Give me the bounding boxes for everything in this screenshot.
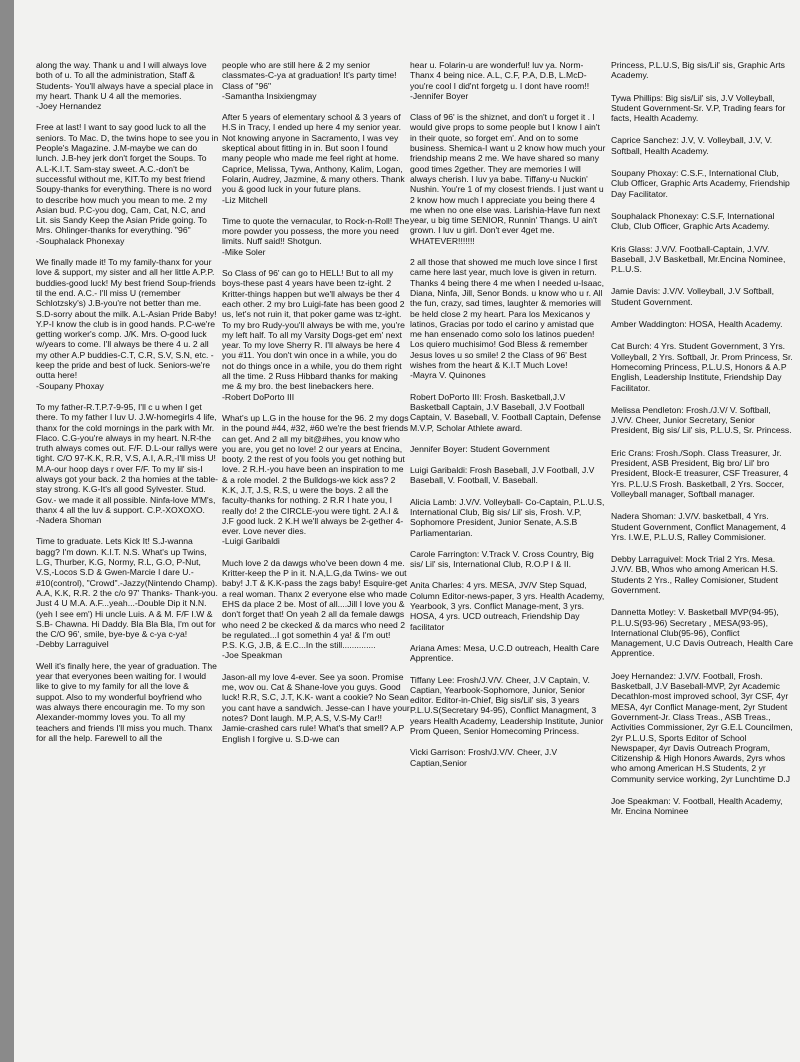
yearbook-page bbox=[14, 0, 800, 1062]
column-1 bbox=[36, 60, 219, 1060]
activity-listing: Amber Waddington: HOSA, Health Academy. bbox=[611, 319, 783, 330]
senior-message: Time to quote the vernacular, to Rock-n-Roll! The more powder you possess, the more you need limits. Nuff said!! Shotgun. -Mike Soler bbox=[222, 215, 410, 257]
activity-listing: Joey Hernandez: J.V/V. Football, Frosh. Basketball, J.V Baseball-MVP, 2yr Academic Decathlon-most improved school, 3yr CSF, 4yr MESA, 4yr Conflict Manage-ment, 2yr Student Government-Jr. Class Treas., ASB Treas., Activities Commissioner, 2yr G.E.L Councilmen, 2yr P.L.U.S, Sports Editor of School Newspaper, 4yr Davis Outreach Program, Citizenship & High Honors Awards, 2yrs whos who among American H.S Students, 2 yr Community service working, 2yr Lunchtime D.J bbox=[611, 670, 793, 784]
senior-message: Class of 96' is the shiznet, and don't u forget it . I would give props to some people but I know I ain't in their quote, so forget em'. And on to some business. Shemica-I want u 2 know how much your friendship means 2 me. We have shared so many good times 2gether. They are memories I will always cherish. I luv ya babe. Tiffany-u Nuckin' Nushin. You're 1 of my closest friends. I just want u 2 know how much I appreciate you being there 4 me when no one else was. Larishia-Have fun next year, u big time SENIOR, Runnin' Thangs. U ain't grown. I luv u girl. Don't ever 4get me. WHATEVER!!!!!!! bbox=[410, 112, 606, 246]
activity-listing: Caprice Sanchez: J.V, V. Volleyball, J.V, V. Softball, Health Academy. bbox=[611, 135, 773, 156]
senior-message: We finally made it! To my family-thanx for your love & support, my sister and all her little A.P.P. buddies-good luck! My best friend Soup-friends til the end. A.C.- I'll miss U (remember Schlotzsky's) J.B-you're not better than me. S.D-sorry about the milk. A.L-Asian Pride Baby! Y.P-I know the club is in good hands. P.C-we're getting worker's comp. J/K. Mrs. O-good luck w/years to come. I'll always be there 4 u. 2 all my other A.P buddies-C.T, C.R, S.V, S.N, etc. -keep the pride and best of luck. Seniors-we're outta here! -Soupany Phoxay bbox=[36, 257, 217, 391]
activity-listing: Soupany Phoxay: C.S.F., International Club, Club Officer, Graphic Arts Academy, Friendship Day Facilitator. bbox=[611, 168, 790, 199]
column-2 bbox=[222, 60, 410, 1060]
senior-message: Well it's finally here, the year of graduation. The year that everyones been waiting for. I would like to give to my family for all the love & suppot. Also to my wonderful boyfriend who was always there encouragin me. To my son Alexander-mommy loves you. To all my teachers and friends I'll miss you much. Thanx for all the help. Farewell to all the bbox=[36, 660, 217, 743]
senior-message: hear u. Folarin-u are wonderful! luv ya. Norm-Thanx 4 being nice. A.L, C.F, P.A, D.B, L.McD-you're cool I did'nt forgetg u. I dont have room!! -Jennifer Boyer bbox=[410, 60, 590, 101]
senior-message: Free at last! I want to say good luck to all the seniors. To Mac. D, the twins hope to see you in People's Magazine. J.M-maybe we can do lunch. J.B-hey jerk don't forget the Soups. To A.L-K.I.T. Sam-stay sweet. A.C.-don't be successful without me, KIT.To my best friend Soupy-thanks for everything. There is no word to describe how much you mean to me. 2 my Asian bud. P.C-you dog, Cam, Cat, N.C, and Lit. sis Sandy Keep the Asian Pride going. To Mrs. Ohlinger-thanks for everything. "96" -Souphalack Phonexay bbox=[36, 122, 219, 246]
activity-listing: Carole Farrington: V.Track V. Cross Country, Big sis/ Lil' sis, International Club, R.O.P I & II. bbox=[410, 548, 594, 570]
activity-listing: Melissa Pendleton: Frosh./J.V/ V. Softball, J.V/V. Cheer, Junior Secretary, Senior President, Big sis/ Lil' sis, P.L.U.S, Sr. Princess. bbox=[611, 404, 792, 436]
activity-listing: Jennifer Boyer: Student Government bbox=[410, 443, 550, 454]
activity-listing: Jamie Davis: J.V/V. Volleyball, J.V Softball, Student Government. bbox=[611, 286, 775, 307]
activity-listing: Tywa Phillips: Big sis/Lil' sis, J.V Volleyball, Student Government-Sr. V.P, Trading fears for facts, Health Academy. bbox=[611, 92, 786, 124]
senior-message: What's up L.G in the house for the 96. 2 my dogs in the pound #44, #32, #60 we're the best friends can get. And 2 all my bit@#hes, you know who you are, you get no love! 2 our years at Encina, booty. 2 the rest of you fools you get nothing but love. 2 R.H.-you have been an inspiration to me & a role model. 2 the Bulldogs-we kick ass? 2 K.K, J.T, J.S, R.S, u were the boys. 2 all the faculty-thanks for nothing. 2 R.R I hate you, I really do! 2 the CIRCLE-you were tight. 2 A.I & J.F good luck. 2 K.H we'll always be 2-gether 4-ever. Love never dies. -Luigi Garibaldi bbox=[222, 412, 409, 547]
activity-listing: Vicki Garrison: Frosh/J.V/V. Cheer, J.V Captian,Senior bbox=[410, 747, 558, 768]
senior-message: Time to graduate. Lets Kick It! S.J-wanna bagg? I'm down. K.I.T. N.S. What's up Twins, L.G, Thurber, K.G, Normy, R.L, G.O, P-Nut, V.S,-Locos S.D & Gwen-Marcie I dare U.-#10(control), "Crowd".-Jazzy(Nintendo Champ). A.A, K.K, R.R. 2 the c/o 97' Thanks- Thank-you. Just 4 U M.A. A.F...yeah...-Double Dip it N.N. (yeh I see em') Hi uncle Luis. A & M. F/F I.W & S.B- Chawna. Hi Daddy. Bla Bla Bla, I'm out for the C/O 96', smile, bye-bye & c-ya c-ya! -Debby Larraguivel bbox=[36, 536, 218, 650]
activity-listing: Alicia Lamb: J.V/V. Volleyball- Co-Captain, P.L.U.S, International Club, Big sis/ Lil' sis, Frosh. V.P, Sophomore President, Junior Senate, A.S.B Parliamentarian. bbox=[410, 496, 605, 538]
activity-listing: Cat Burch: 4 Yrs. Student Government, 3 Yrs. Volleyball, 2 Yrs. Softball, Jr. Prom Princess, Sr. Homecoming Princess, P.L.U.S, Honors & A.P English, Leadership Institute, Friendship Day Facilitator. bbox=[611, 341, 793, 393]
column-4 bbox=[611, 60, 793, 1060]
senior-message: along the way. Thank u and I will always love both of u. To all the administration, Staff & Students- You'll always have a special place in my heart. Thank U 4 all the memories. -Joey Hernandez bbox=[36, 60, 213, 112]
activity-listing: Ariana Ames: Mesa, U.C.D outreach, Health Care Apprentice. bbox=[410, 642, 600, 664]
activity-listing: Anita Charles: 4 yrs. MESA, JV/V Step Squad, Column Editor-news-paper, 3 yrs. Health Academy, Yearbook, 3 yrs. Conflict Manage-ment, 3 yrs. HOSA, 4 yrs. UCD outreach, Friendship Day facilitator bbox=[410, 580, 605, 632]
activity-listing: Kris Glass: J.V/V. Football-Captain, J.V/V. Baseball, J.V Basketball, Mr.Encina Nominee, P.L.U.S. bbox=[611, 243, 786, 275]
senior-message: Jason-all my love 4-ever. See ya soon. Promise me, wov ou. Cat & Shane-love you guys. Good luck! R.R, S.C, J.T, K.K- want a cookie? No Sean you cant have a sandwich. Jesse-can I have your notes? Dont laugh. M.P, A.S, V.S-My Car!! Jamie-crashed cars rule! What's that smell? A.P English I forgive u. S.D-we can bbox=[222, 671, 410, 744]
activity-listing: Nadera Shoman: J.V/V. basketball, 4 Yrs. Student Government, Conflict Management, 4 Yrs. I.W.E, P.L.U.S, Ralley Commisioner. bbox=[611, 511, 786, 542]
activity-listing: Robert DoPorto III: Frosh. Basketball,J.V Basketball Captain, J.V Baseball, J.V Football Captain, V. Baseball, V. Football Captain, Defense M.V.P, Scholar Athlete award. bbox=[410, 391, 601, 433]
activity-listing: Joe Speakman: V. Football, Health Academy, Mr. Encina Nominee bbox=[611, 796, 783, 817]
senior-message: So Class of 96' can go to HELL! But to all my boys-these past 4 years have been tz-ight. 2 Kritter-things happen but we'll always be ther 4 each other. 2 my bro Luigi-fate has been good 2 us, let's not ruin it, that poker game was tz-ight. To my bro Rudy-you'll always be with me, you're my left half. To all my Varsity Dogs-get em' next year. To my love Sherry R. I'll always be here 4 you #11. You don't win once in a while, you do not do things once in a while, you do them right all the time. 2 Russ Hibbard thanks for making me & my bro. the best linebackers here. -Robert DoPorto III bbox=[222, 268, 405, 402]
activity-listing: Luigi Garibaldi: Frosh Baseball, J.V Football, J.V Baseball, V. Football, V. Baseball. bbox=[410, 465, 595, 486]
activity-listing: Princess, P.L.U.S, Big sis/Lil' sis, Graphic Arts Academy. bbox=[611, 60, 785, 81]
activity-listing: Debby Larraguivel: Mock Trial 2 Yrs. Mesa. J.V/V. BB, Whos who among American H.S. Students 2 Yrs., Ralley Comisioner, Student Government. bbox=[611, 554, 779, 595]
activity-listing: Eric Crans: Frosh./Soph. Class Treasurer, Jr. President, ASB President, Big bro/ Lil' bro President, Block-E treasurer, CSF Treasurer, 4 Yrs. P.L.U.S Frosh. Basketball, 2 Yrs. Soccer, Volleyball manager, Softball manager. bbox=[611, 447, 789, 499]
senior-message: people who are still here & 2 my senior classmates-C-ya at graduation! It's party time! Class of "96" -Samantha Insixiengmay bbox=[222, 60, 397, 101]
activity-listing: Dannetta Motley: V. Basketball MVP(94-95), P.L.U.S(93-96) Secretary , MESA(93-95), International Club(95-96), Conflict Management, U.C Davis Outreach, Health Care Apprentice. bbox=[611, 607, 793, 659]
senior-message: To my father-R.T.P.7-9-95, I'll c u when I get there. To my father I luv U. J.W-homegirls 4 life, thanx for the cold mornings in the park with Mr. Flaco. C.G-you're always in my heart. N.R-the truth always comes out. F/F. D.L-our rallys were tight. C/O 97-K.K, R.R, V.S, A.I, A.R,-I'll miss U! M.A-our hoop days r over F/F. To my lil' sis-I always got your back. 2 tha homies at the table-stay strong. K.G-It's all good Sylvester. Stud. Gov.- we made it all possible. Ninfa-love M'M's, thanx 4 all the luv & support. C.P.-XOXOXO. -Nadera Shoman bbox=[36, 401, 219, 526]
senior-message: 2 all those that showed me much love since I first came here last year, much love is given in return. Thanks 4 being there 4 me when I needed u-Isaac, Diana, Ninfa, Jill, Senor Bonds. u know who u r. All the fun, crazy, sad times, laughter & memories will be held close 2 my heart. Para los Mexicanos y latinos, Gracias por todo el carino y amistad que me han ensenado como solo los latinos pueden! Los quiero muchisimo! God Bless & remember Jesus loves u so smile! 2 the Class of 96' Best wishes from the heart & K.I.T Much Love! -Mayra V. Quinones bbox=[410, 257, 604, 381]
activity-listing: Souphalack Phonexay: C.S.F, International Club, Club Officer, Graphic Arts Academy. bbox=[611, 210, 775, 232]
activity-listing: Tiffany Lee: Frosh/J.V/V. Cheer, J.V Captain, V. Captian, Yearbook-Sophomore, Junior, Senior editor. Editor-in-Chief, Big sis/Lil' sis, 3 years P.L.U.S(Secretary 94-95), Conflict Managment, 3 years Health Academy, Leadership Institute, Junior Prom Queen, Senior Homecoming Princess. bbox=[410, 674, 604, 737]
column-3 bbox=[410, 60, 606, 1060]
senior-message: Much love 2 da dawgs who've been down 4 me. Kritter-keep the P in it. N.A,L.G,da Twins- we out baby! J.T & K.K-pass the zags baby! Esquire-get a real woman. Thanx 2 everyone else who made EHS da place 2 be. Most of all....Jill I love you & don't forget that! On yeah 2 all da female dawgs who need 2 be ckecked & da marcs who need 2 be regulated...I got somethin 4 ya! & I'm out! P.S. K.G, J.B, & E.C...In the still.............. -Joe Speakman bbox=[222, 557, 408, 661]
senior-message: After 5 years of elementary school & 3 years of H.S in Tracy, I ended up here 4 my senior year. Not knowing anyone in Sacramento, I was vey skeptical about fitting in in. But soon I found many people who made me feel right at home. Caprice, Melissa, Tywa, Anthony, Kalim, Logan, Folarin, Audrey, Jazmine, & many others. Thank you & good luck in your future plans. -Liz Mitchell bbox=[222, 112, 405, 205]
